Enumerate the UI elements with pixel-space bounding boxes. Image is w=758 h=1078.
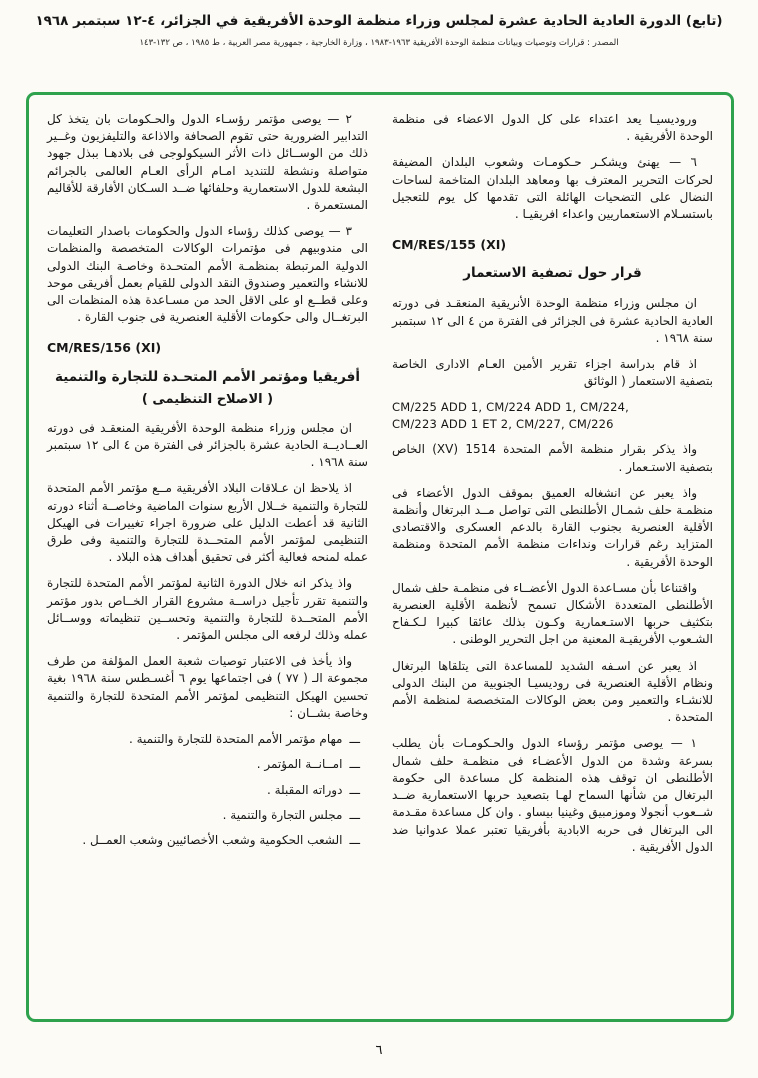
document-references <box>392 399 713 432</box>
resolution-156-title: أفريقيا ومؤتمر الأمم المتحـدة للتجارة والتنمية <box>55 368 360 385</box>
list-item <box>47 782 360 799</box>
para-un-resolution-1514: واذ يذكر بقرار منظمة الأمم المتحدة 1514 (XV) الخاص بتصفية الاستـعمار . <box>392 442 713 474</box>
para-recommendation-3: ٣ — يوصى كذلك رؤساء الدول والحكومات باصدار التعليمات الى مندوبيهم فى مؤتمرات الوكالات المتخصصة والمنظمات الدولية المرتبطة بمنظمـة الأمم المتحـدة وخاصـة البنك الدولى للانشاء والتعمير وصندوق النقد الدولى للقيام بعمل أفريقى موحد وعلى قطــع او على الاقل الحد من مسـاعدة هذه المنظمات الى البرتغــال والى حكومات الأقلية العنصرية فى جنوب القارة . <box>47 224 368 325</box>
resolution-156-subtitle: ( الاصلاح التنظيمى ) <box>141 391 274 407</box>
dash-bullet-icon: ـــ <box>349 782 360 797</box>
list-item-text: الشعب الحكومية وشعب الأخصائيين وشعب العمــل . <box>82 832 343 847</box>
page-header <box>0 13 758 48</box>
para-unctad-relations: اذ يلاحظ ان عـلاقات البلاد الأفريقية مــع مؤتمر الأمم المتحدة للتجارة والتنمية خــلال الأربع سنوات الماضية وخاصــة أثناء دورته الثانية قد أعطت الدليل على ضرورة اجراء تغييرات فى الهيكل التنظيمى لمؤتمر الأمم المتحــدة للتجارة والتنمية وفى طرق عمله لمنحه فعالية أكثر فى تحقيق أهداف هذه البلاد . <box>47 481 368 565</box>
para-nato-conviction: واقتناعا بأن مسـاعدة الدول الأعضــاء فى منظمـة حلف شمال الأطلنطى المتعددة الأشكال تسمح لأنظمة الأقلية العنصرية بتكثيف حربها الاستـعمارية وكـون بذلك عائقا كبيرا لـكـفاح الشـعوب الأفريقيـة المعنية من اجل التحرير الوطنى . <box>392 580 713 647</box>
para-recommendation-1: ١ — يوصى مؤتمر رؤساء الدول والحـكومـات بأن يطلب بسرعة وشدة من الدول الأعضـاء فى منظمـة حلف شمال الأطلنطى ان توقف هذه المنظمة كل مساعدة الى حكومة البرتغال من شأنها السماح لهـا بتصعيد حربها الاستعمارية ضــد شــعوب أنجولا وموزمبيق وغينيا بيساو . وان كل مساعدة مقـدمة الى البرتغال فى حربه الابادية بأفريقيا تعتبر عملا عدوانيا ضد الدول الأفريقية . <box>392 736 713 854</box>
para-council-opening: ان مجلس وزراء منظمة الوحدة الأنريقية المنعقـد فى دورته العادية الحادية عشرة فى الجزائر فى الفترة من ٤ الى ١٢ سبتمبر سنة ١٩٦٨ . <box>392 296 713 345</box>
para-item-6: ٦ — يهنئ ويشكـر حـكومـات وشعوب البلدان المضيفة لحركات التحرير المعترف بها ومعاهد البلدان المتاخمة لساحات النضال على التضحيات الهائلة التى تقدمها كل يوم للتعجيل باستسـلام الاستعماريين واعداء افريقيـا . <box>392 155 713 222</box>
list-item <box>47 832 360 849</box>
para-regret-assistance: اذ يعبر عن اسـفه الشديد للمساعدة التى يتلقاها البرتغال ونظام الأقلية العنصرية فى روديسيـا الجنوبية من البنك الدولى للانشـاء والتعمير ومن بعض الوكالات المتخصصة لمنظمة الأمم المتحدة . <box>392 658 713 725</box>
para-rhodesia-aggression: وروديسيـا يعد اعتداء على كل الدول الاعضاء فى منظمة الوحدة الأفريقية . <box>392 112 713 144</box>
resolution-155-title: قرار حول تصفية الاستعمار <box>463 265 642 282</box>
dash-bullet-icon: ـــ <box>349 757 360 772</box>
list-item-text: دوراته المقبلة . <box>266 782 343 797</box>
para-report-study: اذ قام بدراسة اجزاء تقرير الأمين العـام الادارى الخاصة بتصفية الاستعمار ( الوثائق <box>392 357 713 389</box>
para-nato-concern: واذ يعبر عن انشغاله العميق بموقف الدول الأعضاء فى منظمـة حلف شمـال الأطلنطى التى تواصل مــد البرتغال وأنظمة الأقلية العنصرية بجنوب القارة بالدعم العسكرى والاقتصادى المتزايد رغم قرارات ونداءات منظمة الأمم المتحدة ومنظمة الوحدة الأفريقية . <box>392 485 713 569</box>
left-column <box>47 111 368 1011</box>
para-recommendation-2: ٢ — يوصى مؤتمر رؤسـاء الدول والحـكومات بان يتخذ كل التدابير الضرورية حتى تقوم الصحافة والاذاعة والتليفزيون وغــير ذلك من الوســائل ذات الأثر السيكولوجى فى بلادهـا ببذل جهود متواصلة ونشطة للتنديد امـام الرأى العـام العالمى بالجرائم البشعة للدول الاستعمارية وحلفائها ضــد السـكان الأفارقة للأقاليم المستعمرة . <box>47 112 368 213</box>
dash-bullet-icon: ـــ <box>349 832 360 847</box>
para-group77-consider: واذ يأخذ فى الاعتبار توصيات شعبة العمل المؤلفة من طرف مجموعة الـ ( ٧٧ ) فى اجتماعها يوم ٦ أغسـطس سنة ١٩٦٨ بغية تحسين الهيكل التنظيمى لمؤتمر الأمم المتحدة للتجارة والتنمية وخاصة بشــان : <box>47 654 368 720</box>
list-item-text: مهام مؤتمر الأمم المتحدة للتجارة والتنمية . <box>128 732 343 747</box>
list-item <box>47 807 360 824</box>
dash-bullet-icon: ـــ <box>349 732 360 747</box>
content-frame <box>26 92 734 1022</box>
list-item <box>47 731 360 748</box>
doc-refs-line2: CM/223 ADD 1 ET 2, CM/227, CM/226 <box>392 416 614 431</box>
list-item-text: امــانــة المؤتمر . <box>256 757 343 772</box>
list-item <box>47 756 360 773</box>
right-column <box>392 111 713 1011</box>
two-column-layout <box>29 95 731 1019</box>
resolution-code-156: CM/RES/156 (XI) <box>47 340 162 356</box>
document-title: (تابع) الدورة العادية الحادية عشرة لمجلس وزراء منظمة الوحدة الأفريقية في الجزائر، ٤-١٢ سبتمبر ١٩٦٨ <box>35 13 723 29</box>
source-citation: المصدر : قرارات وتوصيات وبيانات منظمة الوحدة الأفريقية ١٩٦٣-١٩٨٣ ، وزارة الخارجية ، جمهورية مصر العربية ، ط ١٩٨٥ ، ص ١٣٢-١٤٣ <box>139 38 619 48</box>
para-council-opening-156: ان مجلس وزراء منظمة الوحدة الأفريقية المنعقـد فى دورته العــاديــة الحادية عشرة بالجزائر فى الفترة من ٤ الى ١٢ سبتمبر سنة ١٩٦٨ . <box>47 420 369 470</box>
bullet-list <box>47 731 360 849</box>
doc-refs-line1: CM/225 ADD 1, CM/224 ADD 1, CM/224, <box>392 400 630 415</box>
page-number: ٦ <box>375 1043 383 1058</box>
para-unctad-recall: واذ يذكر انه خلال الدورة الثانية لمؤتمر الأمم المتحدة للتجارة والتنمية تقرر تأجيل دراســة مشروع القرار الخــاص بدور مؤتمر الأمم المتحــدة للتجارة والتنمية وتحســين تنظيماته ووســائل عمله وذلك لرفعه الى مجلس المؤتمر . <box>47 576 368 643</box>
dash-bullet-icon: ـــ <box>349 807 360 822</box>
resolution-code-155: CM/RES/155 (XI) <box>392 237 507 253</box>
list-item-text: مجلس التجارة والتنمية . <box>222 807 343 822</box>
